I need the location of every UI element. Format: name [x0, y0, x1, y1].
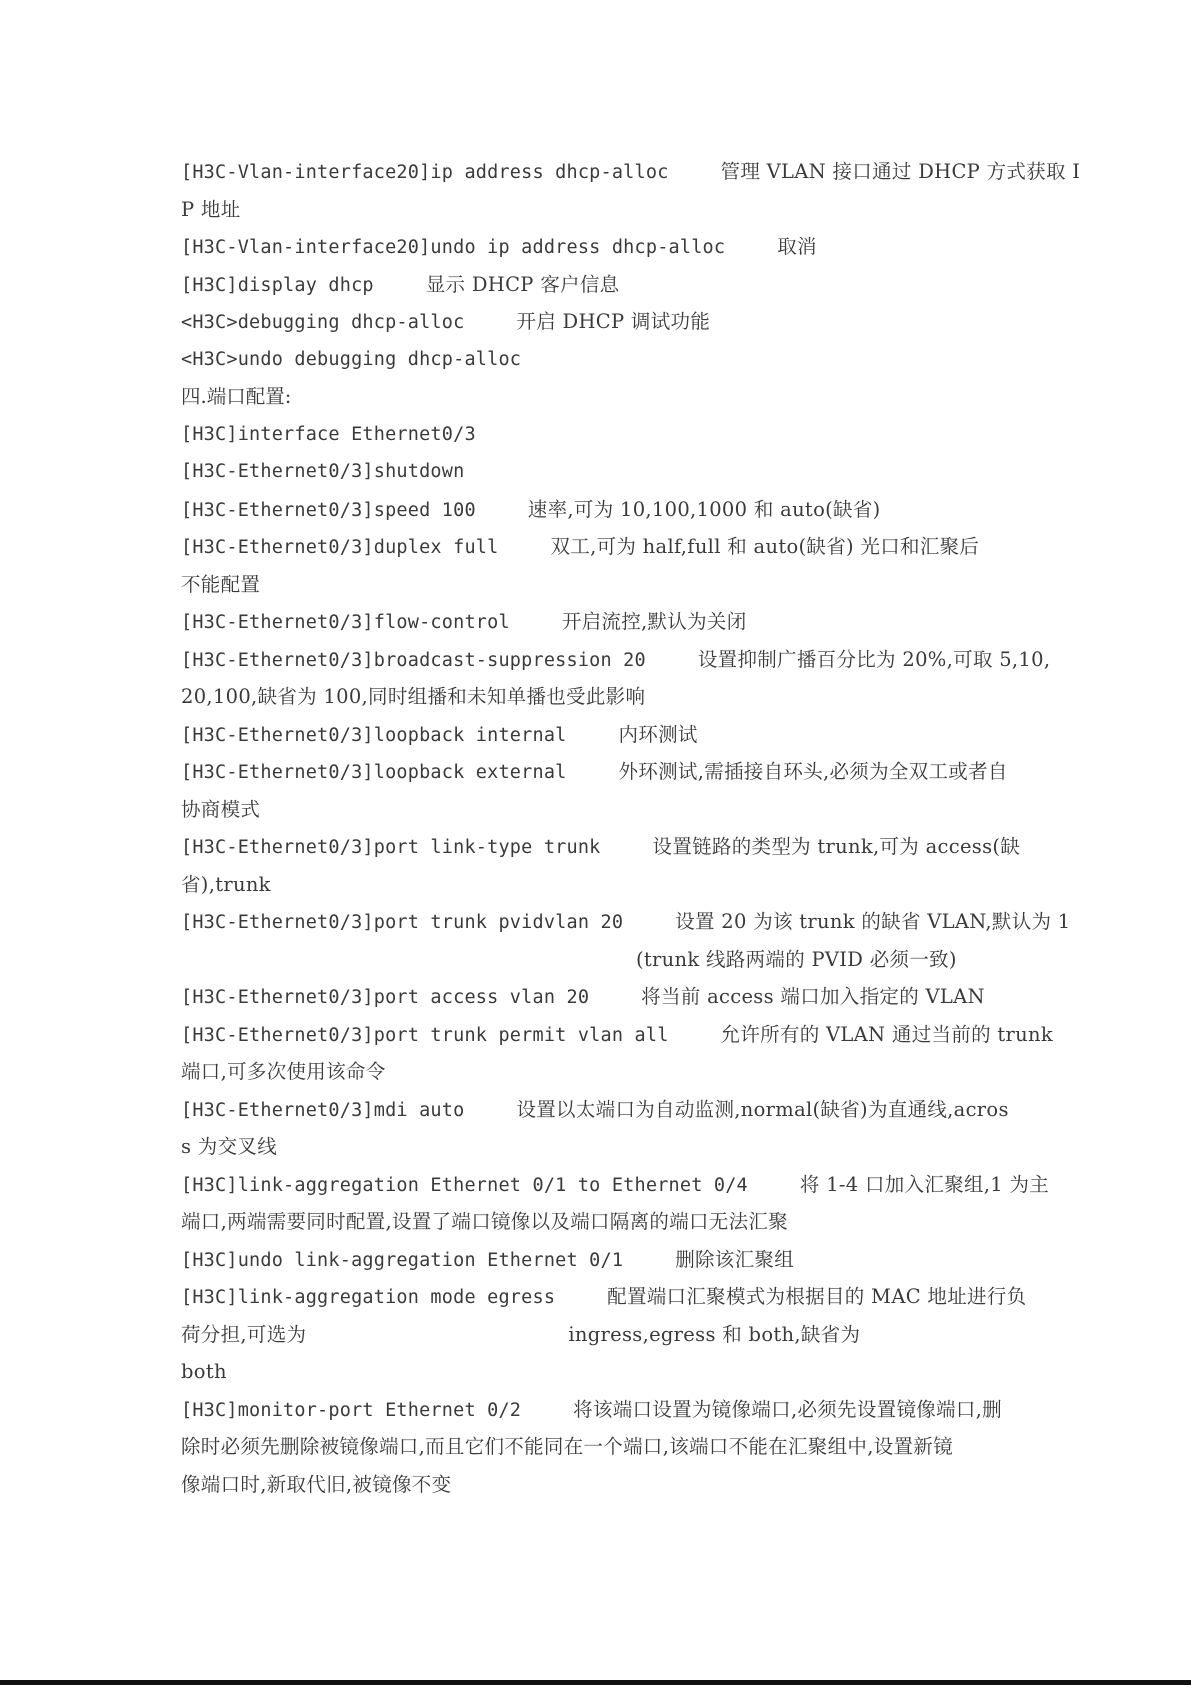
text-line	[181, 491, 1021, 529]
command-text: [H3C-Vlan-interface20]ip address dhcp-alloc	[181, 162, 669, 183]
continuation-text: P 地址	[181, 197, 241, 221]
command-text: [H3C-Ethernet0/3]broadcast-suppression 20	[181, 649, 646, 671]
text-line	[181, 641, 1051, 679]
description-text: 设置 20 为该 trunk 的缺省 VLAN,默认为 1	[675, 910, 1071, 933]
command-text: [H3C-Ethernet0/3]port trunk permit vlan all	[181, 1024, 669, 1046]
text-line	[181, 303, 1021, 341]
text-line	[181, 341, 1021, 379]
text-line	[181, 978, 1021, 1016]
indented-text: (trunk 线路两端的 PVID 必须一致)	[636, 947, 957, 971]
command-text: [H3C-Ethernet0/3]speed 100	[181, 499, 476, 521]
description-text: 设置抑制广播百分比为 20%,可取 5,10,	[697, 647, 1051, 671]
text-line	[181, 1466, 1021, 1504]
text-line	[181, 828, 1021, 866]
description-text: 内环测试	[618, 722, 698, 746]
description-text: 显示 DHCP 客户信息	[425, 272, 620, 296]
continuation-text: 省),trunk	[181, 872, 271, 896]
command-text: <H3C>debugging dhcp-alloc	[181, 312, 465, 333]
description-text: 开启 DHCP 调试功能	[516, 310, 711, 333]
continuation-text: 不能配置	[181, 572, 261, 596]
command-text: [H3C-Ethernet0/3]mdi auto	[181, 1099, 465, 1121]
description-text: 双工,可为 half,full 和 auto(缺省) 光口和汇聚后	[550, 535, 980, 558]
command-text: [H3C]link-aggregation mode egress	[181, 1287, 556, 1308]
text-line	[181, 153, 1081, 191]
command-text: [H3C]display dhcp	[181, 274, 374, 296]
description-text: 允许所有的 VLAN 通过当前的 trunk	[720, 1022, 1053, 1046]
command-text: [H3C]monitor-port Ethernet 0/2	[181, 1399, 522, 1421]
text-line	[181, 678, 1021, 716]
description-text: 删除该汇聚组	[675, 1247, 794, 1271]
text-line	[181, 266, 1021, 304]
text-line	[181, 191, 1021, 229]
command-text: [H3C-Ethernet0/3]loopback internal	[181, 724, 567, 746]
command-text: [H3C-Ethernet0/3]port link-type trunk	[181, 837, 601, 858]
text-line	[181, 866, 1021, 904]
command-text: [H3C]undo link-aggregation Ethernet 0/1	[181, 1249, 624, 1271]
description-text: 设置链路的类型为 trunk,可为 access(缺	[652, 835, 1021, 858]
text-line	[181, 228, 1021, 266]
text-line	[181, 941, 1021, 979]
text-line	[181, 566, 1021, 604]
text-line	[181, 1353, 1021, 1391]
text-line	[181, 1428, 1021, 1466]
continuation-text: 端口,可多次使用该命令	[181, 1060, 386, 1083]
text-line	[181, 603, 1021, 641]
text-line	[181, 1016, 1053, 1054]
description-text: 外环测试,需插接自环头,必须为全双工或者自	[618, 760, 1008, 783]
command-text: [H3C-Ethernet0/3]duplex full	[181, 537, 499, 558]
command-text: [H3C-Ethernet0/3]flow-control	[181, 612, 510, 633]
description-text: 设置以太端口为自动监测,normal(缺省)为直通线,acros	[516, 1097, 1009, 1121]
continuation-text: s 为交叉线	[181, 1135, 278, 1158]
text-line	[181, 453, 1021, 491]
continuation-text: 荷分担,可选为	[181, 1322, 307, 1346]
text-line	[181, 416, 1021, 454]
command-text: [H3C-Ethernet0/3]shutdown	[181, 461, 465, 482]
description-text: 将当前 access 端口加入指定的 VLAN	[641, 985, 985, 1008]
page-bottom-rule	[0, 1680, 1191, 1685]
text-line	[181, 1316, 1021, 1354]
command-text: [H3C]interface Ethernet0/3	[181, 423, 476, 445]
text-line	[181, 1278, 1027, 1316]
continuation-text: 协商模式	[181, 797, 261, 821]
text-line	[181, 791, 1021, 829]
text-line	[181, 1053, 1021, 1091]
command-text: [H3C-Ethernet0/3]loopback external	[181, 762, 567, 783]
section-heading	[181, 378, 1021, 416]
continuation-text: 像端口时,新取代旧,被镜像不变	[181, 1472, 452, 1496]
continuation-text: both	[181, 1360, 227, 1383]
description-text: 将 1-4 口加入汇聚组,1 为主	[799, 1172, 1050, 1196]
text-line	[181, 1166, 1050, 1204]
command-text: [H3C-Vlan-interface20]undo ip address dhcp-alloc	[181, 237, 726, 258]
continuation-text: 20,100,缺省为 100,同时组播和未知单播也受此影响	[181, 685, 646, 708]
description-text: 管理 VLAN 接口通过 DHCP 方式获取 I	[720, 160, 1081, 183]
description-text: 将该端口设置为镜像端口,必须先设置镜像端口,删	[573, 1397, 1002, 1421]
continuation-tail-text: ingress,egress 和 both,缺省为	[568, 1322, 861, 1346]
text-line	[181, 716, 1021, 754]
description-text: 开启流控,默认为关闭	[561, 610, 747, 633]
text-line	[181, 1128, 1021, 1166]
command-text: [H3C]link-aggregation Ethernet 0/1 to Ethernet 0/4	[181, 1174, 748, 1196]
section-heading-text: 四.端口配置:	[181, 385, 292, 408]
continuation-text: 端口,两端需要同时配置,设置了端口镜像以及端口隔离的端口无法汇聚	[181, 1210, 788, 1233]
description-text: 配置端口汇聚模式为根据目的 MAC 地址进行负	[607, 1285, 1027, 1308]
text-line	[181, 1241, 1021, 1279]
text-line	[181, 1391, 1021, 1429]
text-line	[181, 903, 1071, 941]
description-text: 速率,可为 10,100,1000 和 auto(缺省)	[527, 497, 881, 521]
command-text: [H3C-Ethernet0/3]port trunk pvidvlan 20	[181, 912, 624, 933]
description-text: 取消	[777, 235, 817, 258]
text-line	[181, 753, 1021, 791]
text-line	[181, 528, 1021, 566]
command-text: [H3C-Ethernet0/3]port access vlan 20	[181, 987, 590, 1008]
document-body	[181, 153, 1081, 1503]
continuation-text: 除时必须先删除被镜像端口,而且它们不能同在一个端口,该端口不能在汇聚组中,设置新镜	[181, 1435, 953, 1458]
text-line	[181, 1091, 1021, 1129]
command-text: <H3C>undo debugging dhcp-alloc	[181, 348, 522, 370]
text-line	[181, 1203, 1021, 1241]
